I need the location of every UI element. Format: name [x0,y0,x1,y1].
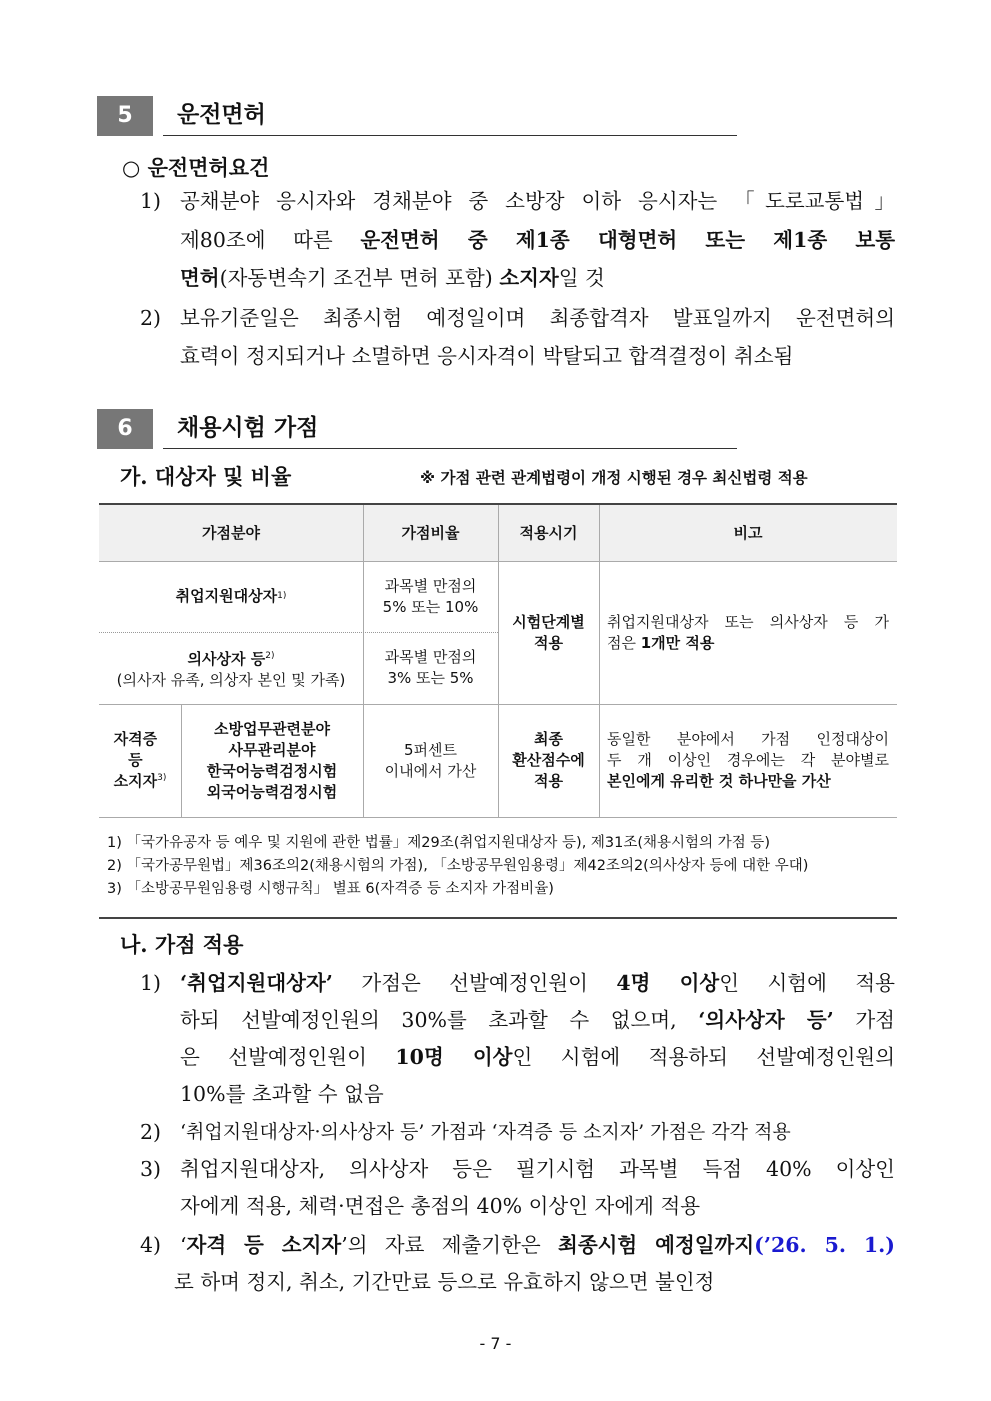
deadline-date: (’26. 5. 1.) [754,1233,896,1257]
bold-span: 최종시험 예정일까지 [558,1233,755,1257]
bold-span: 면허 [180,266,220,290]
bold-span: 4명 이상 [616,971,720,995]
item-number: 1) [140,971,162,995]
paragraph-line [180,1044,895,1070]
note-text [607,729,889,792]
cell-note [599,561,897,704]
note-line [607,633,889,654]
text-span: 가점은 선발예정인원이 [332,971,617,995]
note-line: 동일한 분야에서 가점 인정대상이 [607,730,889,748]
text-span: ’의 자료 제출기한은 [341,1233,559,1257]
section-title: 채용시험 가점 [177,415,319,441]
cell-text: 자격증 등 소지자 [113,730,158,790]
cell-field-license [99,704,181,817]
paragraph-line: 로 하며 정지, 취소, 기간만료 등으로 유효하지 않으면 불인정 [174,1270,715,1294]
item-number: 3) [140,1157,162,1181]
header-when: 적용시기 [519,523,578,542]
cell-line [188,646,275,670]
paragraph-line [180,265,895,291]
cell-rate: 과목별 만점의 3% 또는 5% [384,648,477,687]
section-6-header [97,409,737,449]
text-span: 하되 선발예정인원의 30%를 초과할 수 없으며, [180,1008,699,1032]
cell-license-list: 소방업무관련분야 사무관리분야 한국어능력검정시험 외국어능력검정시험 [206,719,338,801]
text-span: ‘ [180,1233,187,1257]
paragraph-line: 보유기준일은 최종시험 예정일이며 최종합격자 발표일까지 운전면허의 [180,306,895,330]
bullet-heading: ○ 운전면허요건 [122,155,270,180]
footnote-ref: 2) [265,650,275,661]
text-span: 제80조에 따른 [180,228,361,252]
bold-span: 소지자 [499,266,559,290]
bold-span: 10명 이상 [395,1045,513,1069]
header-rate: 가점비율 [401,523,460,542]
paragraph-line: 자에게 적용, 체력·면접은 총점의 40% 이상인 자에게 적용 [180,1194,701,1218]
item-number: 4) [140,1233,162,1257]
cell-field-employment [99,561,363,632]
subheading-a: 가. 대상자 및 비율 [120,464,292,489]
text-span: (자동변속기 조건부 면허 포함) [219,266,500,290]
note-text [607,612,889,654]
cell-field-injured [99,632,363,704]
paragraph-line [180,970,895,996]
bold-span: ‘취업지원대상자’ [180,971,333,995]
cell-note [599,704,897,817]
item-number: 1) [140,189,162,213]
paragraph-line [180,1007,895,1033]
cell-text: 의사상자 등 [187,649,266,668]
text-span: 인 시험에 적용 [719,971,895,995]
divider [163,135,737,136]
paragraph-line: 공채분야 응시자와 경채분야 중 소방장 이하 응시자는 「도로교통법」 [180,189,895,213]
cell-rate: 5퍼센트 이내에서 가산 [384,740,477,780]
note-span: 점은 [607,633,641,652]
row-divider [99,817,897,818]
paragraph-line: ‘취업지원대상자·의사상자 등’ 가점과 ‘자격증 등 소지자’ 가점은 각각 적용 [180,1121,791,1143]
paragraph-line: 취업지원대상자, 의사상자 등은 필기시험 과목별 득점 40% 이상인 [180,1157,895,1181]
text-span: 가점 [833,1008,895,1032]
paragraph-line [180,1232,895,1258]
cell-when: 최종 환산점수에 적용 [512,730,585,790]
note-line: 본인에게 유리한 것 하나만을 가산 [607,772,831,790]
bold-span: 운전면허 중 제1종 대형면허 또는 제1종 보통 [360,228,896,252]
footnote: 1) 「국가유공자 등 예우 및 지원에 관한 법률」제29조(취업지원대상자 등), 제31조(채용시험의 가점 등) [107,835,770,851]
bold-span: 자격 등 소지자 [186,1233,342,1257]
bold-span: ‘의사상자 등’ [698,1008,834,1032]
text-span: 은 선발예정인원이 [180,1045,396,1069]
header-note: 비고 [733,523,763,542]
text-span: 일 것 [558,266,605,290]
item-number: 2) [140,306,162,330]
note-line: 취업지원대상자 또는 의사상자 등 가 [607,612,889,631]
footnote: 2) 「국가공무원법」제36조의2(채용시험의 가점), 「소방공무원임용령」제42조의2(의사상자 등에 대한 우대) [107,858,809,874]
page-number: - 7 - [479,1334,512,1353]
law-note: ※ 가점 관련 관계법령이 개정 시행된 경우 최신법령 적용 [420,469,808,487]
subheading-b: 나. 가점 적용 [120,932,244,957]
cell-rate: 과목별 만점의 5% 또는 10% [382,576,479,616]
text-span: 인 시험에 적용하되 선발예정인원의 [512,1045,896,1069]
note-bold: 1개만 적용 [640,633,715,652]
footnote-ref: 1) [277,591,287,601]
paragraph-line: 10%를 초과할 수 없음 [180,1082,384,1106]
section-title: 운전면허 [177,102,266,128]
item-number: 2) [140,1120,162,1144]
footnote: 3) 「소방공무원임용령 시행규칙」 별표 6(자격증 등 소지자 가점비율) [107,881,554,897]
section-5-header [97,96,737,136]
header-field: 가점분야 [202,523,260,542]
note-line: 두 개 이상인 경우에는 각 분야별로 [607,751,889,769]
bonus-table [99,503,897,919]
cell-when: 시험단계별 적용 [512,612,585,652]
section-number: 5 [97,96,153,136]
cell-text: 취업지원대상자 [175,587,278,605]
paragraph-line [180,227,895,253]
paragraph-line: 효력이 정지되거나 소멸하면 응시자격이 박탈되고 합격결정이 취소됨 [180,344,794,368]
divider [163,448,737,449]
cell-subtext: (의사자 유족, 의상자 본인 및 가족) [116,670,346,689]
footnote-ref: 3) [157,773,167,783]
section-number: 6 [97,409,153,449]
